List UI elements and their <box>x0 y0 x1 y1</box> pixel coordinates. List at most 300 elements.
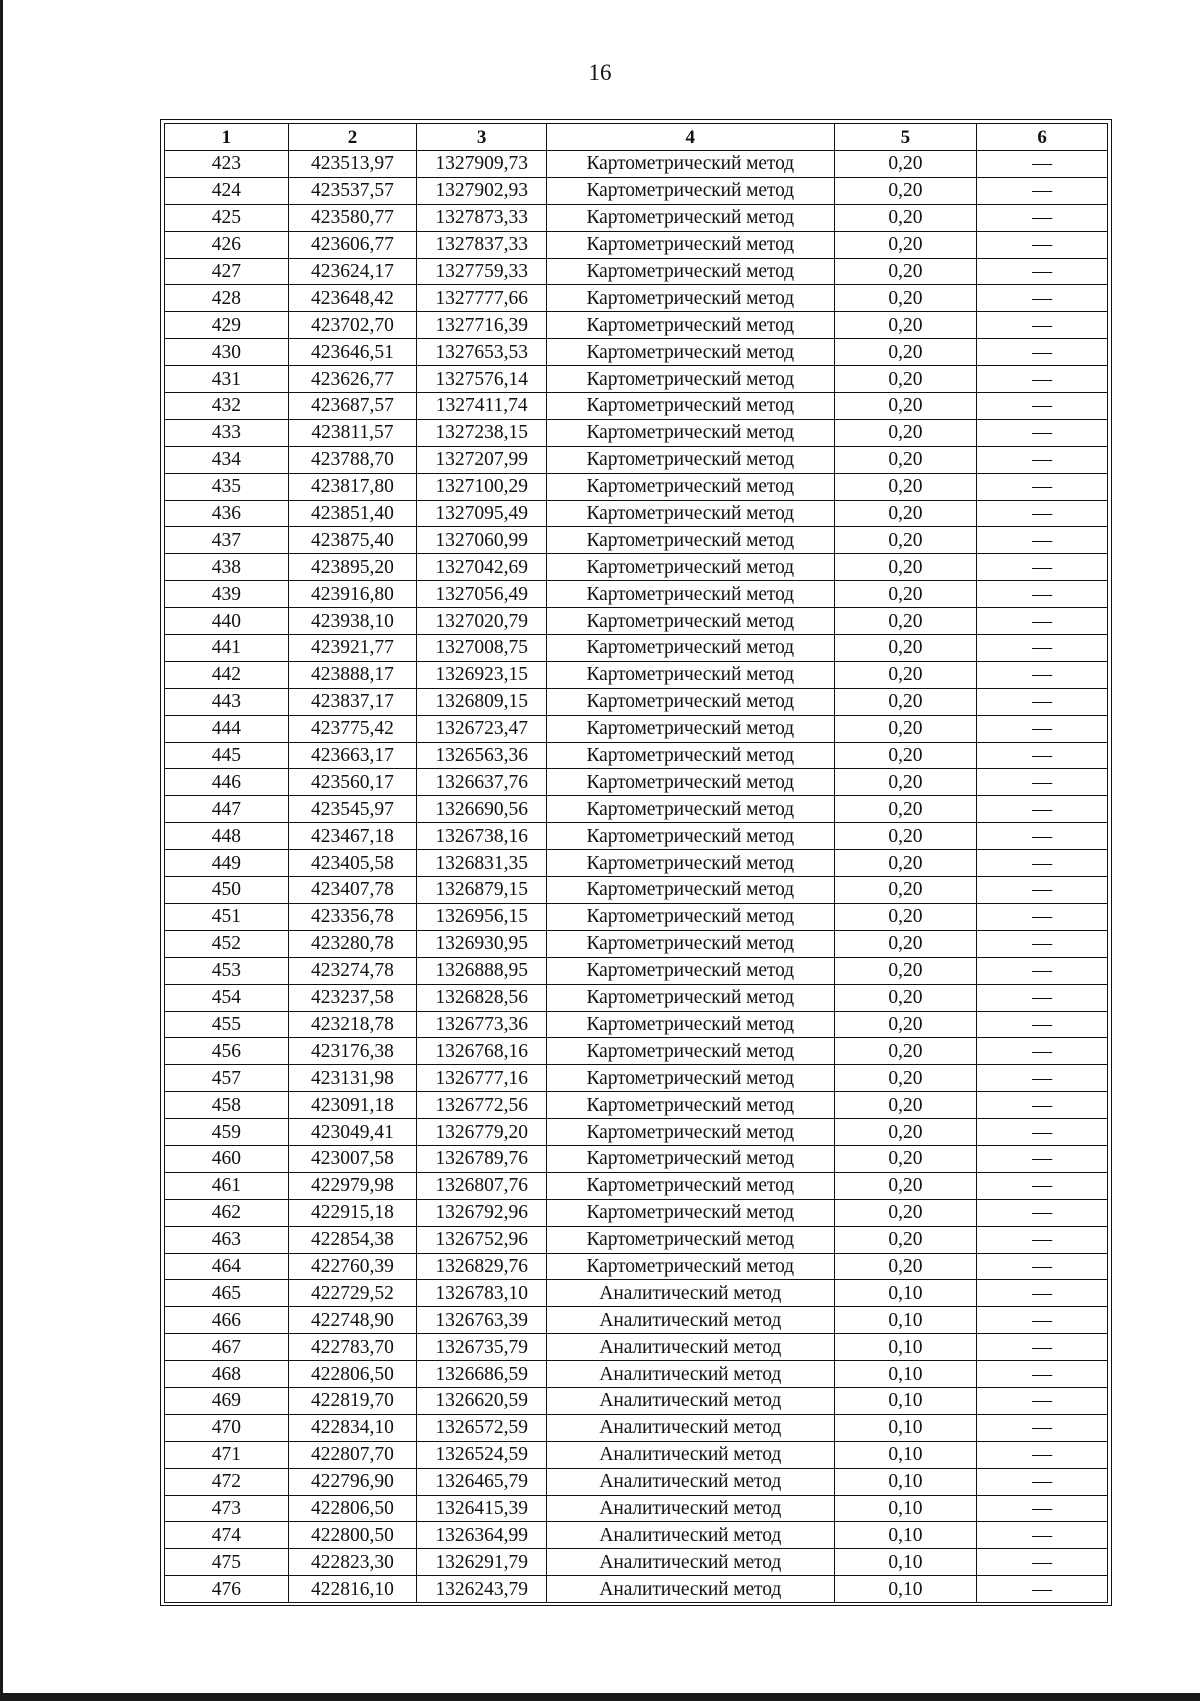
point-number-cell: 448 <box>165 823 289 850</box>
accuracy-cell: 0,20 <box>834 930 977 957</box>
method-cell: Картометрический метод <box>547 446 835 473</box>
note-cell: — <box>977 1576 1108 1603</box>
table-row <box>165 1038 1108 1065</box>
table-row <box>165 1065 1108 1092</box>
table-row <box>165 1361 1108 1388</box>
note-cell: — <box>977 1092 1108 1119</box>
note-cell: — <box>977 581 1108 608</box>
y-coordinate-cell: 1326888,95 <box>417 957 547 984</box>
x-coordinate-cell: 422796,90 <box>288 1468 417 1495</box>
accuracy-cell: 0,20 <box>834 231 977 258</box>
x-coordinate-cell: 423788,70 <box>288 446 417 473</box>
point-number-cell: 423 <box>165 151 289 178</box>
method-cell: Картометрический метод <box>547 527 835 554</box>
accuracy-cell: 0,20 <box>834 769 977 796</box>
method-cell: Картометрический метод <box>547 554 835 581</box>
accuracy-cell: 0,20 <box>834 1199 977 1226</box>
method-cell: Картометрический метод <box>547 688 835 715</box>
point-number-cell: 438 <box>165 554 289 581</box>
table-row <box>165 1441 1108 1468</box>
y-coordinate-cell: 1326792,96 <box>417 1199 547 1226</box>
x-coordinate-cell: 423218,78 <box>288 1011 417 1038</box>
method-cell: Картометрический метод <box>547 635 835 662</box>
x-coordinate-cell: 423811,57 <box>288 419 417 446</box>
method-cell: Картометрический метод <box>547 742 835 769</box>
method-cell: Картометрический метод <box>547 473 835 500</box>
accuracy-cell: 0,20 <box>834 903 977 930</box>
point-number-cell: 439 <box>165 581 289 608</box>
y-coordinate-cell: 1327716,39 <box>417 312 547 339</box>
accuracy-cell: 0,20 <box>834 339 977 366</box>
method-cell: Картометрический метод <box>547 1226 835 1253</box>
y-coordinate-cell: 1327873,33 <box>417 204 547 231</box>
y-coordinate-cell: 1327902,93 <box>417 177 547 204</box>
method-cell: Картометрический метод <box>547 151 835 178</box>
method-cell: Аналитический метод <box>547 1522 835 1549</box>
note-cell: — <box>977 796 1108 823</box>
note-cell: — <box>977 1145 1108 1172</box>
header-col-4: 4 <box>547 124 835 151</box>
table-row <box>165 419 1108 446</box>
accuracy-cell: 0,10 <box>834 1495 977 1522</box>
accuracy-cell: 0,20 <box>834 285 977 312</box>
note-cell: — <box>977 1468 1108 1495</box>
x-coordinate-cell: 423648,42 <box>288 285 417 312</box>
accuracy-cell: 0,10 <box>834 1307 977 1334</box>
table-row <box>165 366 1108 393</box>
note-cell: — <box>977 715 1108 742</box>
y-coordinate-cell: 1327207,99 <box>417 446 547 473</box>
x-coordinate-cell: 422806,50 <box>288 1495 417 1522</box>
y-coordinate-cell: 1326291,79 <box>417 1549 547 1576</box>
method-cell: Аналитический метод <box>547 1414 835 1441</box>
x-coordinate-cell: 423131,98 <box>288 1065 417 1092</box>
method-cell: Картометрический метод <box>547 285 835 312</box>
note-cell: — <box>977 742 1108 769</box>
x-coordinate-cell: 422729,52 <box>288 1280 417 1307</box>
note-cell: — <box>977 285 1108 312</box>
x-coordinate-cell: 422807,70 <box>288 1441 417 1468</box>
method-cell: Картометрический метод <box>547 1092 835 1119</box>
x-coordinate-cell: 423775,42 <box>288 715 417 742</box>
table-row <box>165 769 1108 796</box>
table-row <box>165 231 1108 258</box>
accuracy-cell: 0,20 <box>834 419 977 446</box>
point-number-cell: 426 <box>165 231 289 258</box>
table-row <box>165 796 1108 823</box>
method-cell: Картометрический метод <box>547 1145 835 1172</box>
table-row <box>165 984 1108 1011</box>
accuracy-cell: 0,10 <box>834 1549 977 1576</box>
x-coordinate-cell: 423938,10 <box>288 608 417 635</box>
method-cell: Картометрический метод <box>547 393 835 420</box>
note-cell: — <box>977 1387 1108 1414</box>
x-coordinate-cell: 422800,50 <box>288 1522 417 1549</box>
method-cell: Картометрический метод <box>547 419 835 446</box>
table-row <box>165 1468 1108 1495</box>
method-cell: Картометрический метод <box>547 769 835 796</box>
x-coordinate-cell: 422834,10 <box>288 1414 417 1441</box>
method-cell: Аналитический метод <box>547 1361 835 1388</box>
x-coordinate-cell: 422819,70 <box>288 1387 417 1414</box>
accuracy-cell: 0,20 <box>834 1253 977 1280</box>
method-cell: Аналитический метод <box>547 1576 835 1603</box>
accuracy-cell: 0,10 <box>834 1361 977 1388</box>
point-number-cell: 424 <box>165 177 289 204</box>
method-cell: Картометрический метод <box>547 850 835 877</box>
x-coordinate-cell: 423513,97 <box>288 151 417 178</box>
accuracy-cell: 0,10 <box>834 1280 977 1307</box>
point-number-cell: 456 <box>165 1038 289 1065</box>
y-coordinate-cell: 1326777,16 <box>417 1065 547 1092</box>
note-cell: — <box>977 823 1108 850</box>
accuracy-cell: 0,20 <box>834 1092 977 1119</box>
note-cell: — <box>977 1226 1108 1253</box>
accuracy-cell: 0,10 <box>834 1468 977 1495</box>
note-cell: — <box>977 1253 1108 1280</box>
point-number-cell: 440 <box>165 608 289 635</box>
accuracy-cell: 0,10 <box>834 1522 977 1549</box>
accuracy-cell: 0,20 <box>834 1172 977 1199</box>
note-cell: — <box>977 419 1108 446</box>
y-coordinate-cell: 1326364,99 <box>417 1522 547 1549</box>
x-coordinate-cell: 422783,70 <box>288 1334 417 1361</box>
x-coordinate-cell: 423687,57 <box>288 393 417 420</box>
header-col-1: 1 <box>165 124 289 151</box>
point-number-cell: 452 <box>165 930 289 957</box>
table-row <box>165 1522 1108 1549</box>
x-coordinate-cell: 423875,40 <box>288 527 417 554</box>
method-cell: Картометрический метод <box>547 796 835 823</box>
point-number-cell: 460 <box>165 1145 289 1172</box>
point-number-cell: 454 <box>165 984 289 1011</box>
table-row <box>165 393 1108 420</box>
accuracy-cell: 0,20 <box>834 742 977 769</box>
accuracy-cell: 0,20 <box>834 473 977 500</box>
y-coordinate-cell: 1327020,79 <box>417 608 547 635</box>
point-number-cell: 462 <box>165 1199 289 1226</box>
note-cell: — <box>977 151 1108 178</box>
y-coordinate-cell: 1326956,15 <box>417 903 547 930</box>
point-number-cell: 453 <box>165 957 289 984</box>
note-cell: — <box>977 1334 1108 1361</box>
method-cell: Картометрический метод <box>547 258 835 285</box>
note-cell: — <box>977 1361 1108 1388</box>
x-coordinate-cell: 422823,30 <box>288 1549 417 1576</box>
table-row <box>165 1199 1108 1226</box>
note-cell: — <box>977 258 1108 285</box>
table-row <box>165 1172 1108 1199</box>
table-header-row <box>165 124 1108 151</box>
table-row <box>165 1414 1108 1441</box>
y-coordinate-cell: 1326415,39 <box>417 1495 547 1522</box>
note-cell: — <box>977 1172 1108 1199</box>
accuracy-cell: 0,20 <box>834 823 977 850</box>
x-coordinate-cell: 423274,78 <box>288 957 417 984</box>
method-cell: Картометрический метод <box>547 1011 835 1038</box>
point-number-cell: 430 <box>165 339 289 366</box>
accuracy-cell: 0,20 <box>834 204 977 231</box>
x-coordinate-cell: 423916,80 <box>288 581 417 608</box>
scan-edge-bottom <box>0 1693 1200 1701</box>
note-cell: — <box>977 930 1108 957</box>
method-cell: Аналитический метод <box>547 1334 835 1361</box>
y-coordinate-cell: 1327411,74 <box>417 393 547 420</box>
y-coordinate-cell: 1326828,56 <box>417 984 547 1011</box>
table-row <box>165 581 1108 608</box>
x-coordinate-cell: 423851,40 <box>288 500 417 527</box>
table-row <box>165 1280 1108 1307</box>
y-coordinate-cell: 1326738,16 <box>417 823 547 850</box>
note-cell: — <box>977 1280 1108 1307</box>
y-coordinate-cell: 1327909,73 <box>417 151 547 178</box>
x-coordinate-cell: 422760,39 <box>288 1253 417 1280</box>
note-cell: — <box>977 554 1108 581</box>
point-number-cell: 473 <box>165 1495 289 1522</box>
y-coordinate-cell: 1327056,49 <box>417 581 547 608</box>
accuracy-cell: 0,20 <box>834 393 977 420</box>
note-cell: — <box>977 446 1108 473</box>
y-coordinate-cell: 1326930,95 <box>417 930 547 957</box>
table-row <box>165 1549 1108 1576</box>
accuracy-cell: 0,20 <box>834 554 977 581</box>
note-cell: — <box>977 877 1108 904</box>
point-number-cell: 444 <box>165 715 289 742</box>
x-coordinate-cell: 423606,77 <box>288 231 417 258</box>
y-coordinate-cell: 1326572,59 <box>417 1414 547 1441</box>
note-cell: — <box>977 500 1108 527</box>
accuracy-cell: 0,20 <box>834 688 977 715</box>
table-row <box>165 1092 1108 1119</box>
accuracy-cell: 0,20 <box>834 957 977 984</box>
table-row <box>165 823 1108 850</box>
accuracy-cell: 0,20 <box>834 581 977 608</box>
point-number-cell: 464 <box>165 1253 289 1280</box>
y-coordinate-cell: 1326735,79 <box>417 1334 547 1361</box>
point-number-cell: 474 <box>165 1522 289 1549</box>
method-cell: Картометрический метод <box>547 903 835 930</box>
y-coordinate-cell: 1326752,96 <box>417 1226 547 1253</box>
x-coordinate-cell: 423646,51 <box>288 339 417 366</box>
note-cell: — <box>977 850 1108 877</box>
y-coordinate-cell: 1326789,76 <box>417 1145 547 1172</box>
method-cell: Картометрический метод <box>547 608 835 635</box>
y-coordinate-cell: 1326809,15 <box>417 688 547 715</box>
note-cell: — <box>977 1011 1108 1038</box>
y-coordinate-cell: 1326637,76 <box>417 769 547 796</box>
y-coordinate-cell: 1326723,47 <box>417 715 547 742</box>
note-cell: — <box>977 527 1108 554</box>
method-cell: Картометрический метод <box>547 1199 835 1226</box>
y-coordinate-cell: 1327060,99 <box>417 527 547 554</box>
accuracy-cell: 0,20 <box>834 500 977 527</box>
table-row <box>165 258 1108 285</box>
note-cell: — <box>977 393 1108 420</box>
method-cell: Картометрический метод <box>547 312 835 339</box>
method-cell: Картометрический метод <box>547 984 835 1011</box>
point-number-cell: 428 <box>165 285 289 312</box>
y-coordinate-cell: 1326772,56 <box>417 1092 547 1119</box>
x-coordinate-cell: 423007,58 <box>288 1145 417 1172</box>
accuracy-cell: 0,20 <box>834 446 977 473</box>
method-cell: Картометрический метод <box>547 957 835 984</box>
header-col-3: 3 <box>417 124 547 151</box>
y-coordinate-cell: 1326807,76 <box>417 1172 547 1199</box>
x-coordinate-cell: 422979,98 <box>288 1172 417 1199</box>
x-coordinate-cell: 422854,38 <box>288 1226 417 1253</box>
coordinates-table-frame <box>160 119 1112 1606</box>
method-cell: Аналитический метод <box>547 1468 835 1495</box>
x-coordinate-cell: 422915,18 <box>288 1199 417 1226</box>
x-coordinate-cell: 423580,77 <box>288 204 417 231</box>
point-number-cell: 461 <box>165 1172 289 1199</box>
note-cell: — <box>977 312 1108 339</box>
point-number-cell: 451 <box>165 903 289 930</box>
y-coordinate-cell: 1326563,36 <box>417 742 547 769</box>
note-cell: — <box>977 769 1108 796</box>
accuracy-cell: 0,20 <box>834 312 977 339</box>
point-number-cell: 447 <box>165 796 289 823</box>
y-coordinate-cell: 1327008,75 <box>417 635 547 662</box>
x-coordinate-cell: 423888,17 <box>288 661 417 688</box>
table-row <box>165 177 1108 204</box>
x-coordinate-cell: 423702,70 <box>288 312 417 339</box>
method-cell: Картометрический метод <box>547 1065 835 1092</box>
accuracy-cell: 0,10 <box>834 1387 977 1414</box>
point-number-cell: 476 <box>165 1576 289 1603</box>
y-coordinate-cell: 1326783,10 <box>417 1280 547 1307</box>
method-cell: Картометрический метод <box>547 581 835 608</box>
point-number-cell: 434 <box>165 446 289 473</box>
point-number-cell: 457 <box>165 1065 289 1092</box>
point-number-cell: 468 <box>165 1361 289 1388</box>
point-number-cell: 427 <box>165 258 289 285</box>
accuracy-cell: 0,20 <box>834 661 977 688</box>
method-cell: Картометрический метод <box>547 204 835 231</box>
table-row <box>165 1011 1108 1038</box>
note-cell: — <box>977 903 1108 930</box>
table-row <box>165 1334 1108 1361</box>
accuracy-cell: 0,20 <box>834 1226 977 1253</box>
y-coordinate-cell: 1326829,76 <box>417 1253 547 1280</box>
note-cell: — <box>977 635 1108 662</box>
page-number: 16 <box>588 60 612 85</box>
note-cell: — <box>977 1119 1108 1146</box>
accuracy-cell: 0,20 <box>834 850 977 877</box>
table-row <box>165 500 1108 527</box>
x-coordinate-cell: 423895,20 <box>288 554 417 581</box>
table-row <box>165 742 1108 769</box>
x-coordinate-cell: 423545,97 <box>288 796 417 823</box>
accuracy-cell: 0,10 <box>834 1441 977 1468</box>
x-coordinate-cell: 423405,58 <box>288 850 417 877</box>
note-cell: — <box>977 177 1108 204</box>
note-cell: — <box>977 688 1108 715</box>
table-row <box>165 285 1108 312</box>
note-cell: — <box>977 366 1108 393</box>
y-coordinate-cell: 1326763,39 <box>417 1307 547 1334</box>
method-cell: Картометрический метод <box>547 823 835 850</box>
table-row <box>165 151 1108 178</box>
x-coordinate-cell: 423663,17 <box>288 742 417 769</box>
point-number-cell: 446 <box>165 769 289 796</box>
table-row <box>165 1145 1108 1172</box>
accuracy-cell: 0,20 <box>834 984 977 1011</box>
method-cell: Картометрический метод <box>547 1038 835 1065</box>
header-col-5: 5 <box>834 124 977 151</box>
accuracy-cell: 0,20 <box>834 1119 977 1146</box>
x-coordinate-cell: 423091,18 <box>288 1092 417 1119</box>
point-number-cell: 467 <box>165 1334 289 1361</box>
y-coordinate-cell: 1327100,29 <box>417 473 547 500</box>
coordinates-table <box>164 123 1108 1603</box>
accuracy-cell: 0,10 <box>834 1414 977 1441</box>
table-row <box>165 1387 1108 1414</box>
table-row <box>165 527 1108 554</box>
table-row <box>165 903 1108 930</box>
table-row <box>165 930 1108 957</box>
note-cell: — <box>977 204 1108 231</box>
y-coordinate-cell: 1327576,14 <box>417 366 547 393</box>
method-cell: Картометрический метод <box>547 366 835 393</box>
method-cell: Аналитический метод <box>547 1549 835 1576</box>
x-coordinate-cell: 423176,38 <box>288 1038 417 1065</box>
accuracy-cell: 0,10 <box>834 1334 977 1361</box>
point-number-cell: 475 <box>165 1549 289 1576</box>
x-coordinate-cell: 423560,17 <box>288 769 417 796</box>
y-coordinate-cell: 1326768,16 <box>417 1038 547 1065</box>
x-coordinate-cell: 423049,41 <box>288 1119 417 1146</box>
point-number-cell: 471 <box>165 1441 289 1468</box>
table-row <box>165 957 1108 984</box>
y-coordinate-cell: 1326465,79 <box>417 1468 547 1495</box>
accuracy-cell: 0,20 <box>834 527 977 554</box>
table-row <box>165 1495 1108 1522</box>
note-cell: — <box>977 1522 1108 1549</box>
y-coordinate-cell: 1326879,15 <box>417 877 547 904</box>
table-row <box>165 473 1108 500</box>
table-row <box>165 339 1108 366</box>
scan-edge-left <box>0 0 3 1701</box>
note-cell: — <box>977 231 1108 258</box>
x-coordinate-cell: 423837,17 <box>288 688 417 715</box>
table-row <box>165 877 1108 904</box>
x-coordinate-cell: 422748,90 <box>288 1307 417 1334</box>
x-coordinate-cell: 423280,78 <box>288 930 417 957</box>
x-coordinate-cell: 423921,77 <box>288 635 417 662</box>
accuracy-cell: 0,20 <box>834 151 977 178</box>
note-cell: — <box>977 1038 1108 1065</box>
point-number-cell: 436 <box>165 500 289 527</box>
x-coordinate-cell: 423356,78 <box>288 903 417 930</box>
header-col-6: 6 <box>977 124 1108 151</box>
y-coordinate-cell: 1326620,59 <box>417 1387 547 1414</box>
y-coordinate-cell: 1327777,66 <box>417 285 547 312</box>
point-number-cell: 429 <box>165 312 289 339</box>
point-number-cell: 455 <box>165 1011 289 1038</box>
method-cell: Картометрический метод <box>547 1119 835 1146</box>
note-cell: — <box>977 473 1108 500</box>
y-coordinate-cell: 1327759,33 <box>417 258 547 285</box>
point-number-cell: 435 <box>165 473 289 500</box>
point-number-cell: 442 <box>165 661 289 688</box>
accuracy-cell: 0,20 <box>834 1038 977 1065</box>
note-cell: — <box>977 339 1108 366</box>
method-cell: Картометрический метод <box>547 177 835 204</box>
table-row <box>165 446 1108 473</box>
accuracy-cell: 0,20 <box>834 635 977 662</box>
x-coordinate-cell: 423817,80 <box>288 473 417 500</box>
